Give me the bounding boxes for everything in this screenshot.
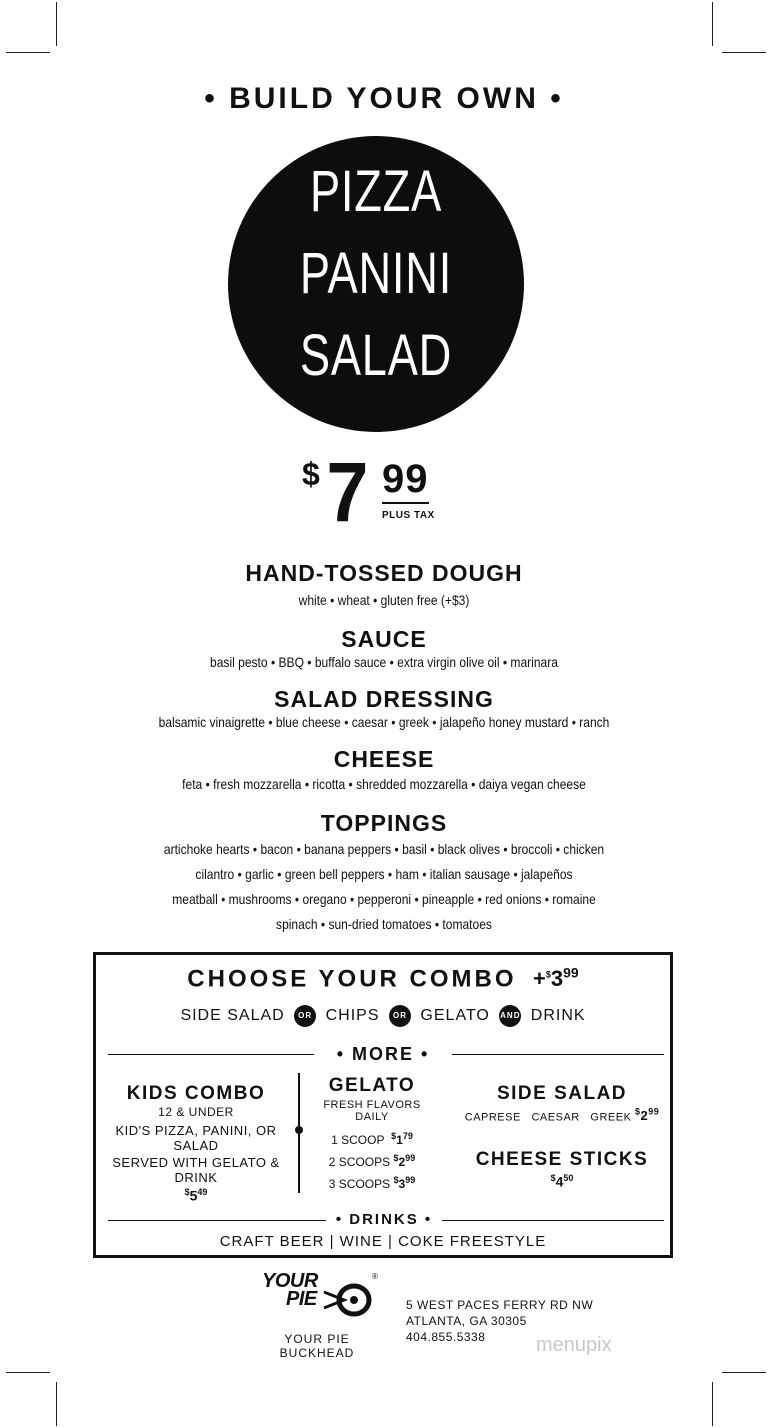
gelato-item-cents: 79: [402, 1131, 413, 1141]
gelato-item-currency: $: [393, 1153, 399, 1163]
combo-price-currency: $: [545, 970, 551, 980]
drinks-divider-left: [108, 1220, 326, 1221]
gelato-title: GELATO: [328, 1075, 416, 1096]
combo-price-prefix: +: [533, 966, 546, 992]
combo-option-chips: CHIPS: [325, 1007, 380, 1025]
section-line-toppings-2: cilantro • garlic • green bell peppers • ham • italian sausage • jalapeños: [195, 866, 573, 882]
circle-word-pizza: PIZZA: [309, 159, 443, 224]
crop-mark: [722, 1372, 766, 1373]
side-salad-cents: 99: [648, 1107, 660, 1117]
drinks-divider-right: [442, 1220, 664, 1221]
phone-number: 404.855.5338: [406, 1330, 486, 1344]
kids-combo-title: KIDS COMBO: [126, 1083, 266, 1104]
price-currency: $: [302, 456, 320, 492]
combo-title-row: [96, 965, 670, 993]
build-your-own-heading: • BUILD YOUR OWN •: [204, 82, 564, 115]
logo-word-your: YOUR: [262, 1270, 318, 1292]
section-line-toppings-4: spinach • sun-dried tomatoes • tomatoes: [276, 916, 492, 932]
crop-mark: [6, 1372, 50, 1373]
section-line-dressing: balsamic vinaigrette • blue cheese • caesar • greek • jalapeño honey mustard • ranch: [158, 714, 610, 730]
combo-box: [93, 952, 673, 1258]
gelato-item-currency: $: [393, 1175, 399, 1185]
kids-price-dollars: 5: [189, 1187, 198, 1204]
price-dollars: 7: [326, 445, 369, 539]
section-title-dressing: SALAD DRESSING: [274, 686, 494, 712]
kids-combo-price: [104, 1187, 288, 1204]
cheese-sticks-currency: $: [550, 1173, 556, 1183]
combo-option-drink: DRINK: [530, 1007, 586, 1025]
title-circle: [228, 136, 524, 432]
combo-option-side-salad: SIDE SALAD: [180, 1007, 285, 1025]
crop-mark: [712, 1382, 713, 1426]
column-divider-dot: [295, 1126, 303, 1134]
combo-price-dollars: 3: [550, 966, 564, 992]
gelato-item-dollars: 1: [396, 1133, 403, 1147]
your-pie-logo: [252, 1270, 380, 1330]
section-line-toppings-1: artichoke hearts • bacon • banana peppers • basil • black olives • broccoli • chicken: [163, 841, 605, 857]
side-salad-options: [456, 1107, 668, 1123]
section-title-sauce: SAUCE: [341, 626, 427, 652]
kids-price-cents: 49: [197, 1187, 208, 1197]
location-name: YOUR PIE BUCKHEAD: [279, 1332, 355, 1360]
cheese-sticks-title: CHEESE STICKS: [475, 1149, 649, 1170]
gelato-item-cents: 99: [405, 1153, 416, 1163]
kids-price-currency: $: [184, 1187, 190, 1197]
drinks-list: CRAFT BEER | WINE | COKE FREESTYLE: [219, 1233, 547, 1250]
circle-word-salad: SALAD: [299, 323, 453, 388]
address-line-1: 5 WEST PACES FERRY RD NW: [406, 1298, 594, 1312]
crop-mark: [56, 1382, 57, 1426]
circle-word-panini: PANINI: [299, 241, 453, 306]
section-line-sauce: basil pesto • BBQ • buffalo sauce • extra virgin olive oil • marinara: [210, 654, 558, 670]
gelato-item-dollars: 2: [398, 1155, 406, 1169]
combo-or-badge: OR: [389, 1005, 411, 1027]
more-divider-left: [108, 1054, 314, 1055]
side-salad-dollars: 2: [640, 1108, 649, 1124]
kids-combo-block: [104, 1083, 288, 1204]
more-label: • MORE •: [336, 1044, 430, 1064]
kids-combo-age: 12 & UNDER: [158, 1105, 234, 1119]
side-salad-block: [456, 1083, 668, 1123]
gelato-item-dollars: 3: [398, 1177, 406, 1191]
section-title-dough: HAND-TOSSED DOUGH: [245, 560, 523, 586]
gelato-item: [310, 1153, 434, 1169]
combo-title: CHOOSE YOUR COMBO: [187, 965, 517, 993]
section-line-cheese: feta • fresh mozzarella • ricotta • shredded mozzarella • daiya vegan cheese: [182, 776, 586, 792]
gelato-item-label: 1 SCOOP: [331, 1133, 385, 1147]
side-salad-options-text: CAPRESE CAESAR GREEK: [464, 1111, 632, 1124]
kids-combo-desc1: KID'S PIZZA, PANINI, OR SALAD: [115, 1123, 277, 1153]
main-price: [302, 445, 462, 539]
registered-mark-icon: ®: [372, 1272, 378, 1281]
combo-or-badge: OR: [294, 1005, 316, 1027]
gelato-item: [310, 1131, 434, 1147]
logo-word-pie: PIE: [286, 1288, 317, 1310]
section-title-toppings: TOPPINGS: [320, 810, 448, 836]
gelato-item-currency: $: [391, 1131, 397, 1141]
section-line-toppings-3: meatball • mushrooms • oregano • pepperoni • pineapple • red onions • romaine: [172, 891, 596, 907]
side-salad-title: SIDE SALAD: [496, 1083, 628, 1104]
gelato-item-label: 2 SCOOPS: [328, 1155, 391, 1169]
gelato-block: [310, 1075, 434, 1191]
combo-and-badge: AND: [499, 1005, 521, 1027]
combo-options-row: [96, 1005, 670, 1027]
gelato-subtitle: FRESH FLAVORS DAILY: [323, 1099, 421, 1123]
cheese-sticks-block: [456, 1149, 668, 1190]
combo-price: [533, 966, 579, 991]
address-line-2: ATLANTA, GA 30305: [406, 1314, 527, 1328]
combo-option-gelato: GELATO: [420, 1007, 490, 1025]
gelato-item-label: 3 SCOOPS: [328, 1177, 391, 1191]
menupix-watermark: menupix: [536, 1334, 612, 1356]
cheese-sticks-price: [456, 1173, 668, 1190]
section-line-dough: white • wheat • gluten free (+$3): [298, 592, 470, 608]
cheese-sticks-cents: 50: [563, 1173, 574, 1183]
pizza-slice-logo-icon: [320, 1280, 372, 1318]
crop-mark: [6, 52, 50, 53]
price-tax-note: PLUS TAX: [382, 510, 435, 521]
kids-combo-desc2: SERVED WITH GELATO & DRINK: [112, 1155, 280, 1185]
drinks-label: • DRINKS •: [335, 1211, 433, 1228]
crop-mark: [722, 52, 766, 53]
more-divider-right: [452, 1054, 664, 1055]
cheese-sticks-dollars: 4: [555, 1173, 564, 1190]
price-cents: 99: [382, 458, 429, 504]
gelato-item: [310, 1175, 434, 1191]
gelato-item-cents: 99: [405, 1175, 416, 1185]
section-title-cheese: CHEESE: [333, 746, 435, 772]
side-salad-currency: $: [634, 1107, 641, 1117]
crop-mark: [56, 2, 57, 46]
crop-mark: [712, 2, 713, 46]
combo-price-cents: 99: [563, 965, 579, 981]
